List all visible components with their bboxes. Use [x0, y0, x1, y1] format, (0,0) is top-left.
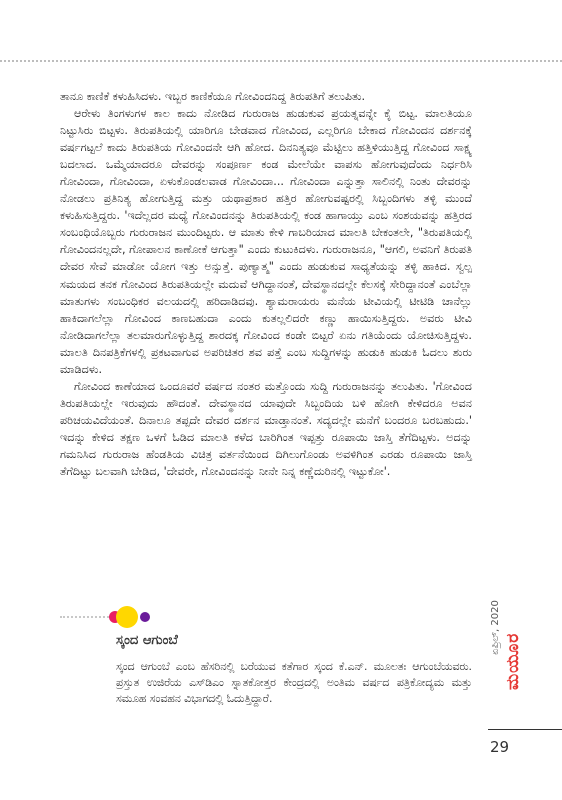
article-paragraph: ಗೋವಿಂದ ಕಾಣೆಯಾದ ಒಂದೂವರೆ ವರ್ಷದ ನಂತರ ಮತ್ತೊಂದು ಸುದ್ದಿ ಗುರುರಾಜನನ್ನು ತಲುಪಿತು. 'ಗೋವಿಂದ ತಿರುಪತಿಯಲ್ಲೇ ಇರುವುದು ಹೌದಂತೆ. ದೇವಸ್ಥಾನದ ಯಾವುದೇ ಸಿಬ್ಬಂದಿಯ ಬಳಿ ಹೋಗಿ ಕೇಳಿದರೂ ಅವನ ಪರಿಚಯವಿದೆಯಂತೆ. ದಿನಾಲೂ ತಪ್ಪದೇ ದೇವರ ದರ್ಶನ ಮಾಡ್ತಾನಂತೆ. ಸದ್ಯದಲ್ಲೇ ಮನೆಗೆ ಬಂದರೂ ಬರಬಹುದು.' ಇದನ್ನು ಕೇಳಿದ ತಕ್ಷಣ ಒಳಗೆ ಓಡಿದ ಮಾಲತಿ ಕಳೆದ ಬಾರಿಗಿಂತ ಇಪ್ಪತ್ತು ರೂಪಾಯಿ ಜಾಸ್ತಿ ತೆಗೆದಿಟ್ಟಳು. ಅದನ್ನು ಗಮನಿಸಿದ ಗುರುರಾಜ ಹೆಂಡತಿಯ ವಿಚಿತ್ರ ವರ್ತನೆಯಿಂದ ದಿಗಿಲುಗೊಂಡು ಅವಳಿಗಿಂತ ಎರಡು ರೂಪಾಯಿ ಜಾಸ್ತಿ ತೆಗೆದಿಟ್ಟು ಬಲವಾಗಿ ಬೇಡಿದ, 'ದೇವರೇ, ಗೋವಿಂದನನ್ನು ನೀನೇ ನಿನ್ನ ಕಣ್ಣೆದುರಿನಲ್ಲಿ ಇಟ್ಟುಕೋ'.	[60, 379, 472, 479]
author-name: ಸ್ಕಂದ ಆಗುಂಬೆ	[116, 633, 178, 648]
article-paragraph: ಆರೇಳು ತಿಂಗಳುಗಳ ಕಾಲ ಕಾದು ನೋಡಿದ ಗುರುರಾಜ ಹುಡುಕುವ ಪ್ರಯತ್ನವನ್ನೇ ಕೈ ಬಿಟ್ಟ. ಮಾಲತಿಯೂ ನಿಟ್ಟುಸಿರು ಬಿಟ್ಟಳು. ತಿರುಪತಿಯಲ್ಲಿ ಯಾರಿಗೂ ಬೇಡವಾದ ಗೋವಿಂದ, ಎಲ್ಲರಿಗೂ ಬೇಕಾದ ಗೋವಿಂದನ ದರ್ಶನಕ್ಕೆ ವರ್ಷಗಟ್ಟಲೆ ಕಾದು ತಿರುಪತಿಯ ಗೋವಿಂದನೇ ಆಗಿ ಹೋದ. ದಿನನಿತ್ಯವೂ ಮೆಟ್ಟಿಲು ಹತ್ತಿಳಿಯುತ್ತಿದ್ದ ಗೋವಿಂದ ಸಾಕ್ಷ್ಯ ಬದಲಾದ. ಒಮ್ಮೆಯಾದರೂ ದೇವರನ್ನು ಸಂಪೂರ್ಣ ಕಂಡ ಮೇಲೆಯೇ ವಾಪಸು ಹೋಗುವುದೆಂದು ನಿರ್ಧರಿಸಿ ಗೋವಿಂದಾ, ಗೋವಿಂದಾ, ಏಳುಕೊಂಡಲವಾಡ ಗೋವಿಂದಾ... ಗೋವಿಂದಾ ಎನ್ನುತ್ತಾ ಸಾಲಿನಲ್ಲಿ ನಿಂತು ದೇವರನ್ನು ನೋಡಲು ಪ್ರತಿನಿತ್ಯ ಹೋಗುತ್ತಿದ್ದ ಮತ್ತು ಯಥಾಪ್ರಕಾರ ಹತ್ತಿರ ಹೋಗುವಷ್ಟರಲ್ಲಿ ಸಿಬ್ಬಂದಿಗಳು ತಳ್ಳಿ ಮುಂದೆ ಕಳುಹಿಸುತ್ತಿದ್ದರು. 'ಇದೆಲ್ಲದರ ಮಧ್ಯೆ ಗೋವಿಂದನನ್ನು ತಿರುಪತಿಯಲ್ಲಿ ಕಂಡ ಹಾಗಾಯ್ತು ಎಂಬ ಸಂಶಯವನ್ನು ಹತ್ತಿರದ ಸಂಬಂಧಿಯೊಬ್ಬರು ಗುರುರಾಜನ ಮುಂದಿಟ್ಟರು. ಆ ಮಾತು ಕೇಳಿ ಗಾಬರಿಯಾದ ಮಾಲತಿ ಬೇಕಂತಲೇ, "ತಿರುಪತಿಯಲ್ಲಿ ಗೋವಿಂದನಲ್ಲದೇ, ಗೋಪಾಲನ ಕಾಣೋಕೆ ಆಗುತ್ತಾ" ಎಂದು ಕುಟುಕಿದಳು. ಗುರುರಾಜನೂ, "ಆಗಲಿ, ಅವನಿಗೆ ತಿರುಪತಿ ದೇವರ ಸೇವೆ ಮಾಡೋ ಯೋಗ ಇತ್ತು ಅನ್ಸುತ್ತೆ. ಪುಣ್ಯಾತ್ಮ" ಎಂದು ಹುಡುಕುವ ಸಾಧ್ಯತೆಯನ್ನು ತಳ್ಳಿ ಹಾಕಿದ. ಸ್ವಲ್ಪ ಸಮಯದ ತನಕ ಗೋವಿಂದ ತಿರುಪತಿಯಲ್ಲೇ ಮದುವೆ ಆಗಿದ್ದಾನಂತೆ, ದೇವಸ್ಥಾನದಲ್ಲೇ ಕೆಲಸಕ್ಕೆ ಸೇರಿದ್ದಾನಂತೆ ಎಂಬೆಲ್ಲಾ ಮಾತುಗಳು ಸಂಬಂಧಿಕರ ವಲಯದಲ್ಲಿ ಹರಿದಾಡಿದವು. ಶ್ಯಾಮರಾಯರು ಮನೆಯ ಟೀವಿಯಲ್ಲಿ ಟೀಟಿಡಿ ಚಾನೆಲ್ಲು ಹಾಕಿದಾಗಲೆಲ್ಲಾ ಗೋವಿಂದ ಕಾಣಬಹುದಾ ಎಂದು ಕುತಲ್ಲಲಿದರೇ ಕಣ್ಣು ಹಾಯಿಸುತ್ತಿದ್ದರು. ಅವರು ಟೀವಿ ನೋಡಿದಾಗಲೆಲ್ಲಾ ತಲಮಾರುಗೊಳ್ಳುತ್ತಿದ್ದ ಶಾರದಕ್ಕ ಗೋವಿಂದ ಕಂಡೇ ಬಿಟ್ಟರೆ ಏನು ಗತಿಯೆಂದು ಯೋಚಿಸುತ್ತಿದ್ದಳು. ಮಾಲತಿ ದಿನಪತ್ರಿಕೆಗಳಲ್ಲಿ ಪ್ರಕಟವಾಗುವ ಅಪರಿಚಿತರ ಶವ ಪತ್ತೆ ಎಂಬ ಸುದ್ದಿಗಳನ್ನು ಹುಡುಕಿ ಹುಡುಕಿ ಓದಲು ಶುರು ಮಾಡಿದಳು.	[60, 107, 472, 376]
magazine-logo: ಮಯೂರ	[503, 632, 523, 690]
top-dotted-rule	[0, 60, 562, 62]
purple-dot-icon	[140, 612, 150, 622]
page-number: 29	[490, 738, 510, 756]
article-body	[60, 88, 472, 480]
yellow-dot-icon	[116, 606, 138, 628]
author-bio: ಸ್ಕಂದ ಆಗುಂಬೆ ಎಂಬ ಹೆಸರಿನಲ್ಲಿ ಬರೆಯುವ ಕತೆಗಾರ ಸ್ಕಂದ ಕೆ.ಎನ್. ಮೂಲತಃ ಆಗುಂಬೆಯವರು. ಪ್ರಸ್ತುತ ಉಜಿರೆಯ ಎಸ್‌ಡಿಎಂ ಸ್ನಾತಕೋತ್ತರ ಕೇಂದ್ರದಲ್ಲಿ ಅಂತಿಮ ವರ್ಷದ ಪತ್ರಿಕೋದ್ಯಮ ಮತ್ತು ಸಮೂಹ ಸಂವಹನ ವಿಭಾಗದಲ್ಲಿ ಓದುತ್ತಿದ್ದಾರೆ.	[116, 660, 472, 705]
page-number-rule	[488, 729, 562, 730]
issue-date: ಏಪ್ರಿಲ್, 2020	[490, 600, 501, 656]
magazine-sidebar	[490, 596, 524, 720]
article-paragraph: ತಾನೂ ಕಾಣಿಕೆ ಕಳುಹಿಸಿದಳು. ಇಬ್ಬರ ಕಾಣಿಕೆಯೂ ಗೋವಿಂದನಿದ್ದ ತಿರುಪತಿಗೆ ತಲುಪಿತು.	[60, 90, 366, 103]
section-divider	[60, 609, 158, 625]
